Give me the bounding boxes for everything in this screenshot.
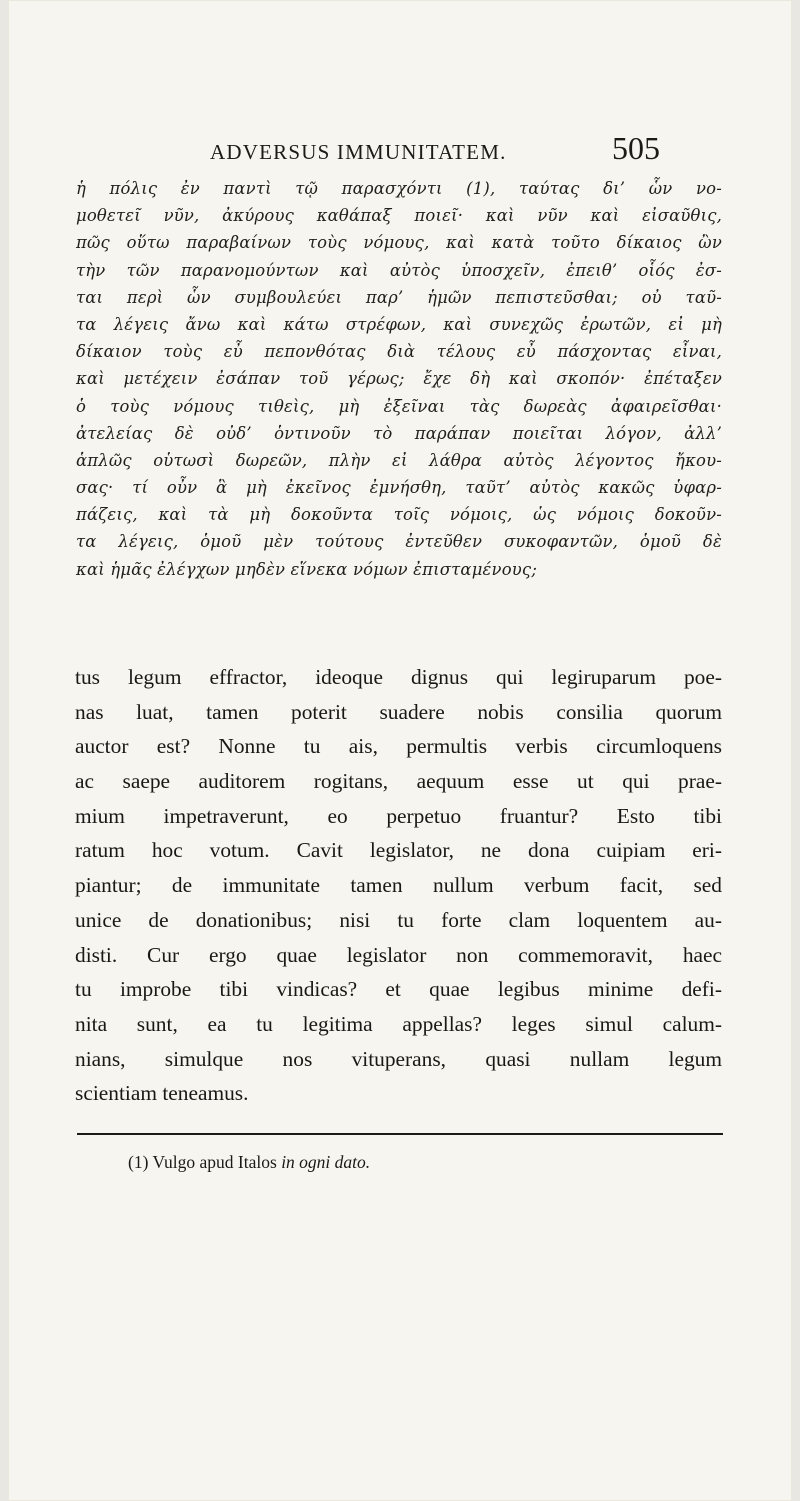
greek-line: τα λέγεις ἄνω καὶ κάτω στρέφων, καὶ συνεχῶς ἐρωτῶν, εἰ μὴ (76, 314, 722, 334)
page-number: 505 (612, 130, 660, 166)
greek-line: ἡ πόλις ἐν παντὶ τῷ παρασχόντι (1), ταύτας δι’ ὧν νο- (76, 179, 722, 198)
latin-line: nians, simulque nos vituperans, quasi nullam legum (75, 1046, 722, 1071)
running-head: ADVERSUS IMMUNITATEM. (210, 140, 507, 164)
footnote-rule (77, 1133, 723, 1135)
footnote (128, 1152, 370, 1173)
latin-line: mium impetraverunt, eo perpetuo fruantur? Esto tibi (75, 803, 722, 828)
latin-translation-block (75, 660, 722, 1111)
latin-line: disti. Cur ergo quae legislator non commemoravit, haec (75, 942, 722, 967)
greek-line: δίκαιον τοὺς εὖ πεπονθότας διὰ τέλους εὖ πάσχοντας εἶναι, (76, 342, 722, 362)
greek-line: ται περὶ ὧν συμβουλεύει παρ’ ἡμῶν πεπιστεῦσθαι; οὐ ταῦ- (76, 287, 722, 307)
greek-line: ἀτελείας δὲ οὐδ’ ὁντινοῦν τὸ παράπαν ποιεῖται λόγον, ἀλλ’ (76, 423, 722, 443)
latin-line: nita sunt, ea tu legitima appellas? leges simul calum- (75, 1011, 722, 1036)
greek-line: ἁπλῶς οὑτωσὶ δωρεῶν, πλὴν εἰ λάθρα αὐτὸς λέγοντος ἤκου- (76, 450, 722, 470)
latin-line: scientiam teneamus. (75, 1081, 249, 1106)
latin-line: tus legum effractor, ideoque dignus qui legiruparum poe- (75, 665, 722, 689)
latin-line: ratum hoc votum. Cavit legislator, ne dona cuipiam eri- (75, 838, 722, 863)
greek-line: καὶ μετέχειν ἐσάπαν τοῦ γέρως; ἔχε δὴ καὶ σκοπόν· ἐπέταξεν (76, 369, 722, 389)
greek-line: τὴν τῶν παρανομούντων καὶ αὐτὸς ὑποσχεῖν, ἐπειθ’ οἷός ἐσ- (76, 260, 722, 280)
greek-text-block (76, 175, 722, 583)
greek-line: καὶ ἡμᾶς ἐλέγχων μηδὲν εἵνεκα νόμων ἐπισταμένους; (76, 559, 538, 579)
latin-line: piantur; de immunitate tamen nullum verbum facit, sed (75, 873, 722, 898)
footnote-text: (1) Vulgo apud Italos (128, 1152, 277, 1172)
page-header (8, 124, 792, 170)
greek-line: μοθετεῖ νῦν, ἀκύρους καθάπαξ ποιεῖ· καὶ νῦν καὶ εἰσαῦθις, (76, 206, 722, 226)
book-page (8, 0, 792, 1501)
greek-line: τα λέγεις, ὁμοῦ μὲν τούτους ἐντεῦθεν συκοφαντῶν, ὁμοῦ δὲ (76, 532, 722, 552)
greek-line: σας· τί οὖν ἃ μὴ ἐκεῖνος ἐμνήσθη, ταῦτ’ αὐτὸς κακῶς ὑφαρ- (76, 478, 722, 498)
latin-line: ac saepe auditorem rogitans, aequum esse ut qui prae- (75, 769, 722, 794)
latin-line: auctor est? Nonne tu ais, permultis verbis circumloquens (75, 734, 722, 759)
greek-line: πάζεις, καὶ τὰ μὴ δοκοῦντα τοῖς νόμοις, ὡς νόμοις δοκοῦν- (76, 505, 722, 525)
latin-line: unice de donationibus; nisi tu forte clam loquentem au- (75, 907, 722, 932)
greek-line: ὁ τοὺς νόμους τιθεὶς, μὴ ἐξεῖναι τὰς δωρεὰς ἀφαιρεῖσθαι· (76, 396, 722, 416)
greek-line: πῶς οὕτω παραβαίνων τοὺς νόμους, καὶ κατὰ τοῦτο δίκαιος ὢν (76, 233, 722, 253)
latin-line: nas luat, tamen poterit suadere nobis consilia quorum (75, 699, 722, 724)
latin-line: tu improbe tibi vindicas? et quae legibus minime defi- (75, 977, 722, 1002)
footnote-emphasis: in ogni dato. (281, 1152, 371, 1172)
